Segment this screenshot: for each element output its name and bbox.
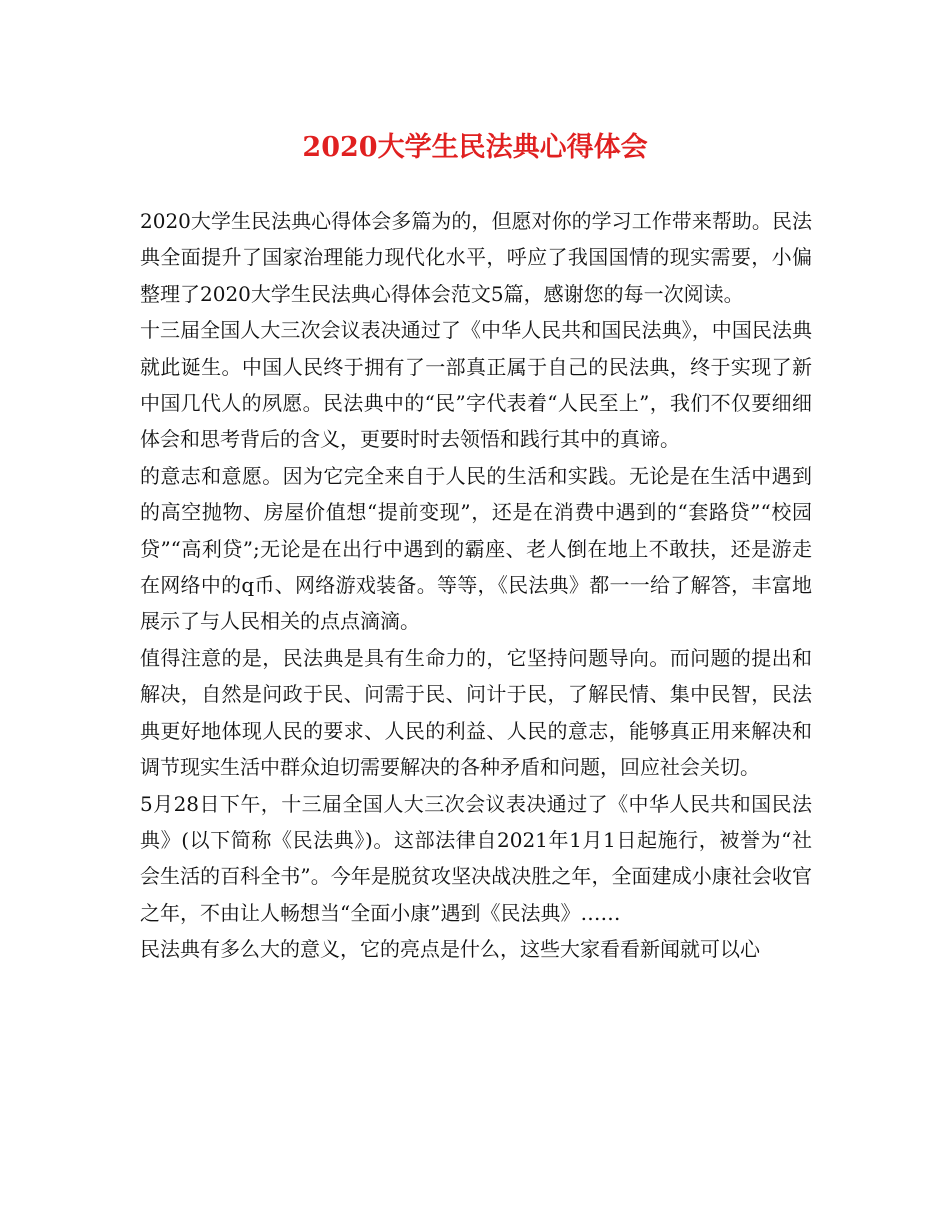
paragraph-5: 5月28日下午，十三届全国人大三次会议表决通过了《中华人民共和国民法典》(以下简称《民法典》)。这部法律自2021年1月1日起施行，被誉为“社会生活的百科全书”。今年是脱贫攻坚决战决胜之年，全面建成小康社会收官之年，不由让人畅想当“全面小康”遇到《民法典》…… (140, 791, 812, 925)
paragraph-6: 民法典有多么大的意义，它的亮点是什么，这些大家看看新闻就可以心 (140, 937, 760, 962)
paragraph-3: 的意志和意愿。因为它完全来自于人民的生活和实践。无论是在生活中遇到的高空抛物、房屋价值想“提前变现”，还是在消费中遇到的“套路贷”“校园贷”“高利贷”;无论是在出行中遇到的霸座、老人倒在地上不敢扶，还是游走在网络中的q币、网络游戏装备。等等，《民法典》都一一给了解答，丰富地展示了与人民相关的点点滴滴。 (140, 463, 812, 634)
document-title: 2020大学生民法典心得体会 (302, 132, 648, 163)
document-body (140, 203, 812, 968)
paragraph-2: 十三届全国人大三次会议表决通过了《中华人民共和国民法典》，中国民法典就此诞生。中国人民终于拥有了一部真正属于自己的民法典，终于实现了新中国几代人的夙愿。民法典中的“民”字代表着“人民至上”，我们不仅要细细体会和思考背后的含义，更要时时去领悟和践行其中的真谛。 (140, 318, 812, 452)
paragraph-4: 值得注意的是，民法典是具有生命力的，它坚持问题导向。而问题的提出和解决，自然是问政于民、问需于民、问计于民，了解民情、集中民智，民法典更好地体现人民的要求、人民的利益、人民的意志，能够真正用来解决和调节现实生活中群众迫切需要解决的各种矛盾和问题，回应社会关切。 (140, 645, 812, 780)
paragraph-1: 2020大学生民法典心得体会多篇为的，但愿对你的学习工作带来帮助。民法典全面提升了国家治理能力现代化水平，呼应了我国国情的现实需要，小偏整理了2020大学生民法典心得体会范文5篇，感谢您的每一次阅读。 (140, 209, 812, 306)
